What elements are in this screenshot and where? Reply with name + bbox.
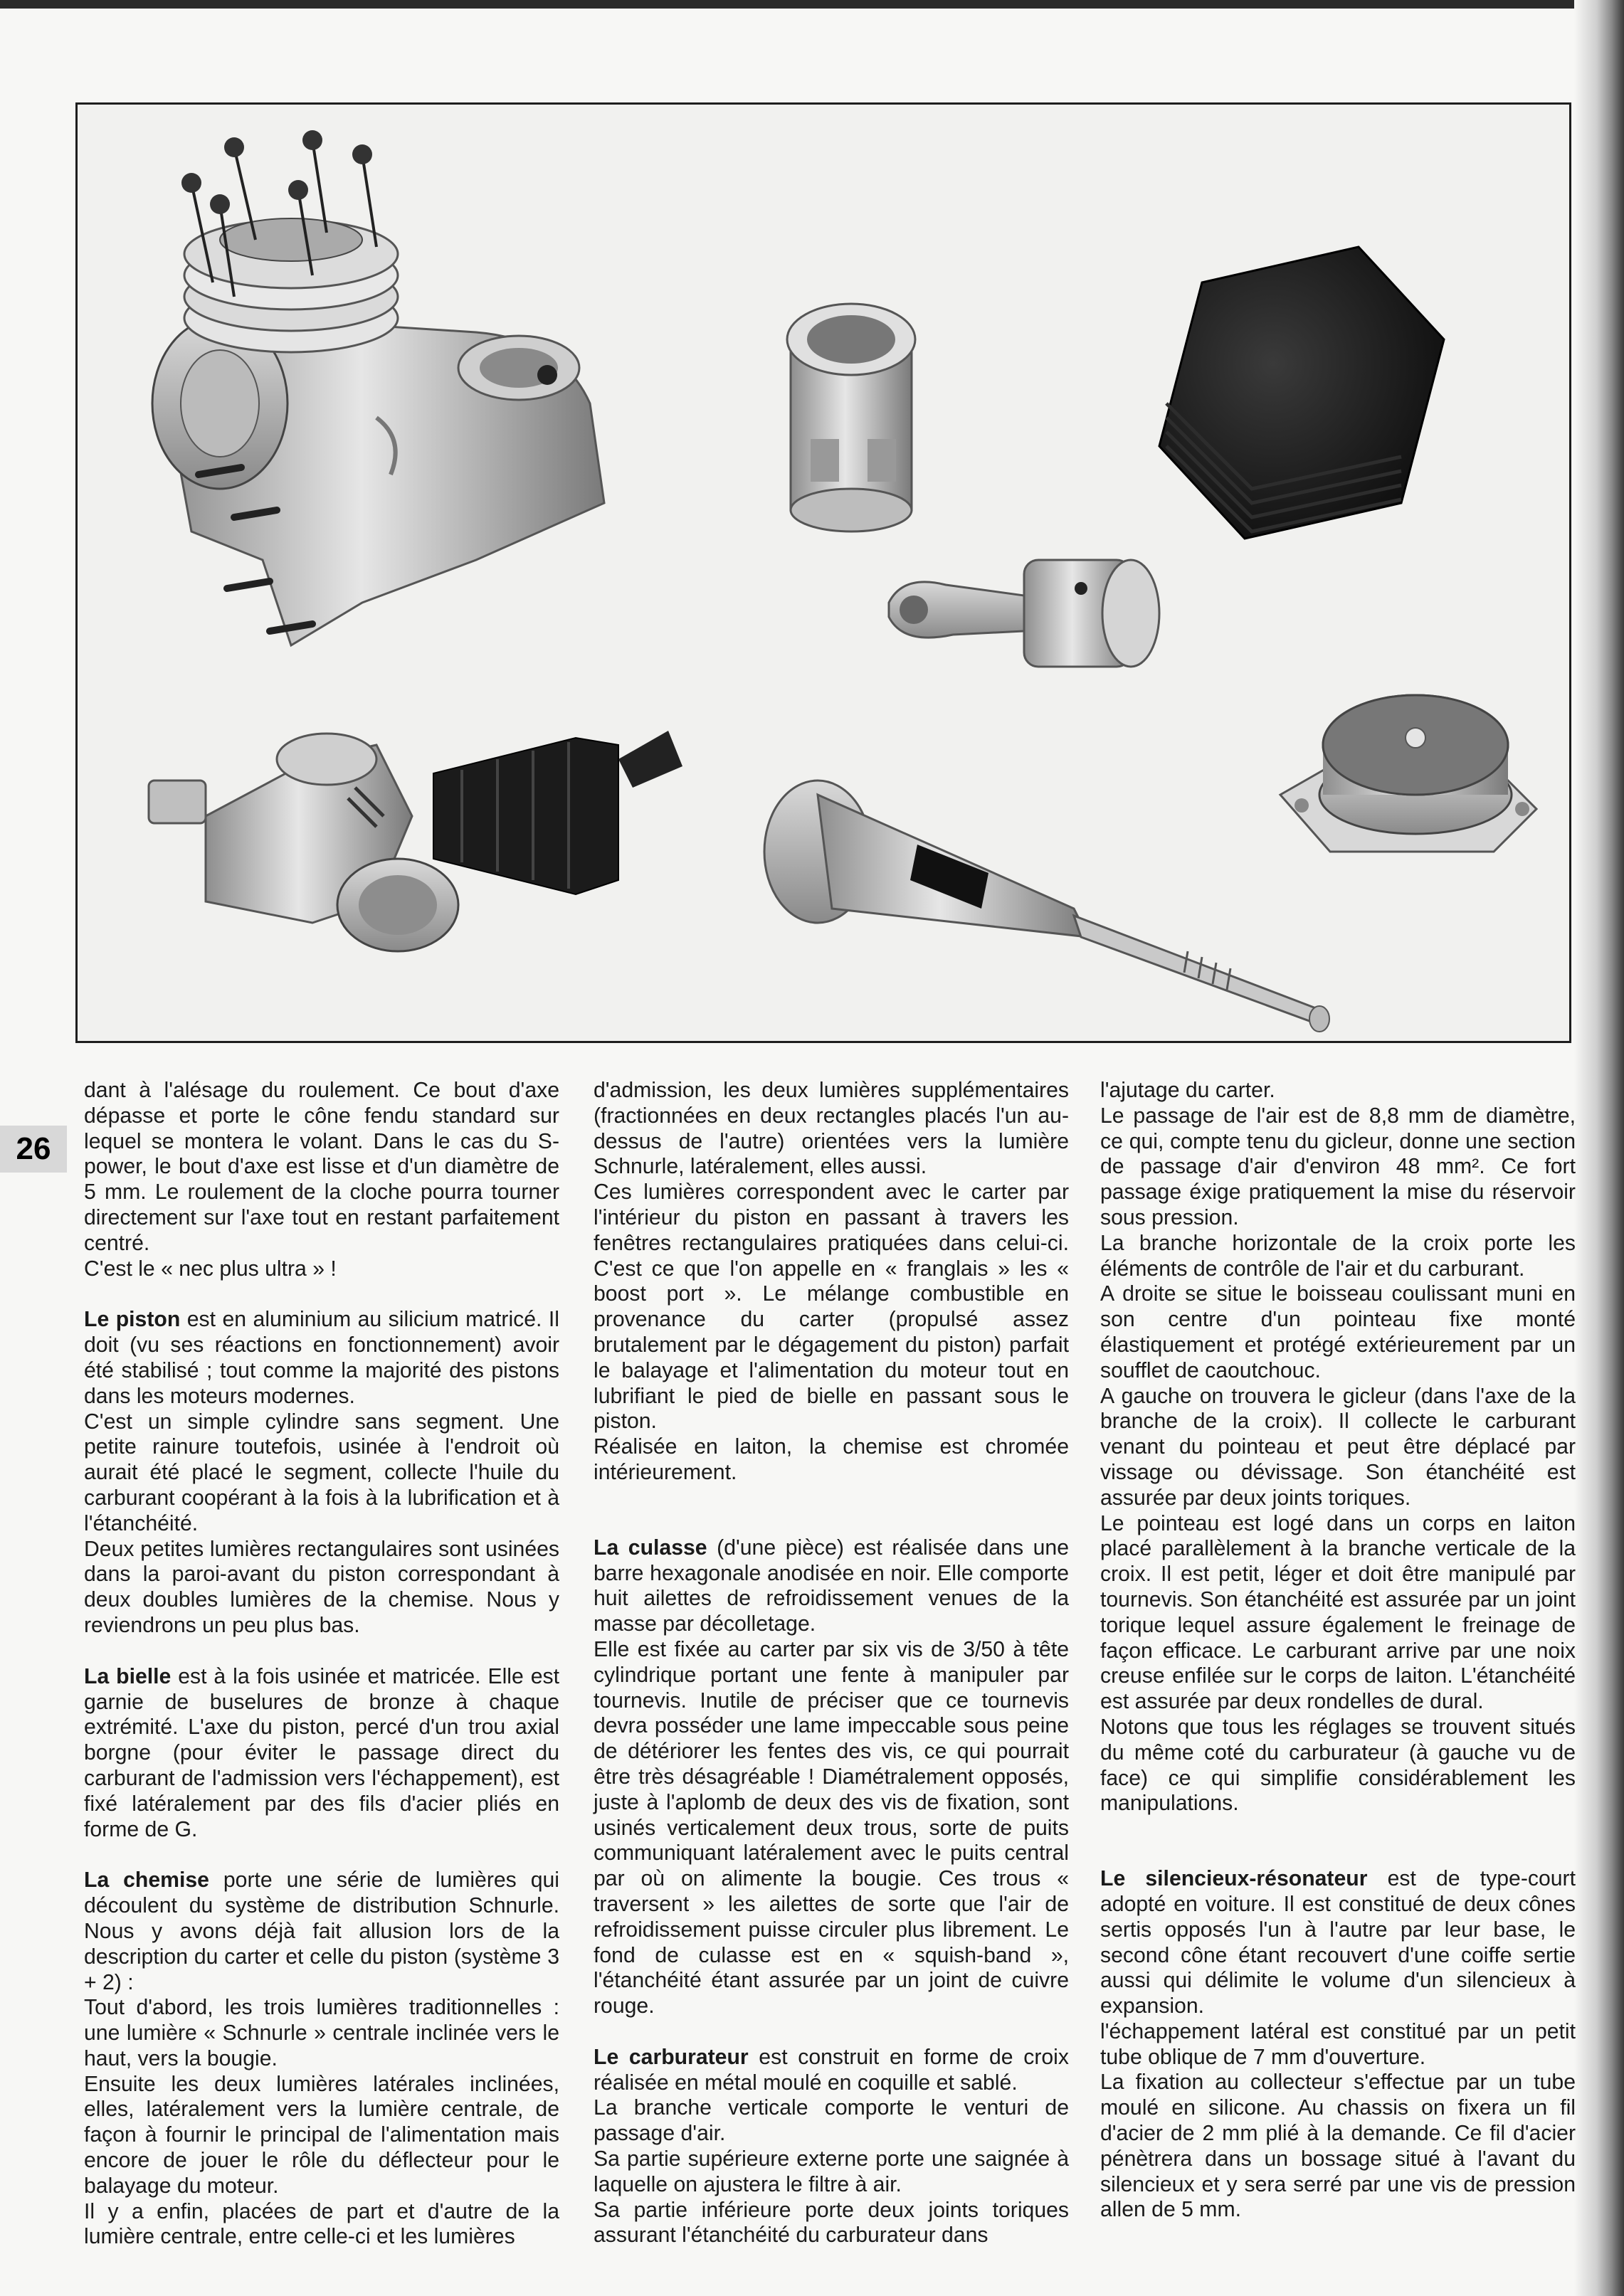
section-title-silencieux: Le silencieux-résonateur: [1100, 1867, 1368, 1891]
text-column-2: [594, 1078, 1069, 2248]
page-binding-shadow: [1574, 0, 1624, 2296]
paragraph-chemise: [84, 1868, 559, 1995]
paragraph-piston: [84, 1307, 559, 1409]
paragraph: La branche horizontale de la croix porte les éléments de contrôle de l'air et du carburant.: [1100, 1231, 1576, 1281]
text-column-1: [84, 1078, 559, 2250]
paragraph-text: porte une série de lumières qui découlent du système de distribution Schnurle. Nous y avons déjà fait allusion lors de la description du carter et celle du piston (système 3 + 2) :: [84, 1868, 559, 1994]
paragraph: Sa partie inférieure porte deux joints toriques assurant l'étanchéité du carburateur dans: [594, 2198, 1069, 2248]
section-title-carburateur: Le carburateur: [594, 2045, 749, 2069]
paragraph: C'est un simple cylindre sans segment. Une petite rainure toutefois, usinée à l'endroit où aurait été placé le segment, collecte l'huile du carburant coopérant à la fois à la lubrification et à l'étanchéité.: [84, 1409, 559, 1535]
paragraph: Elle est fixée au carter par six vis de 3/50 à tête cylindrique portant une fente à manipuler par tournevis. Inutile de préciser que ce tournevis devra posséder une lame impeccable sous peine de détériorer les fentes des vis, ce qui pourrait être très désagréable ! Diamétralement opposés, juste à l'aplomb de deux des vis de fixation, sont usinés verticalement deux trous, sorte de puits communiquant latéralement avec le puits central par où on alimente la bougie. Ces trous « traversent » les ailettes de sorte que l'air de refroidissement puisse circuler plus librement. Le fond de culasse est en « squish-band », l'étanchéité étant assurée par un joint de cuivre rouge.: [594, 1637, 1069, 2019]
paragraph: A droite se situe le boisseau coulissant muni en son centre d'un pointeau fixe monté élastiquement et protégé extérieurement par un soufflet de caoutchouc.: [1100, 1282, 1576, 1382]
section-title-bielle: La bielle: [84, 1664, 172, 1688]
paragraph: d'admission, les deux lumières supplémentaires (fractionnées en deux rectangles placés l'un au-dessus de l'autre) orientées vers la lumière Schnurle, latéralement, elles aussi.: [594, 1079, 1069, 1179]
paragraph: Le pointeau est logé dans un corps en laiton placé parallèlement à la branche verticale de la croix. Il est petit, léger et doit être manipulé par tournevis. Son étanchéité est assurée par un joint torique lequel assure également le freinage de façon efficace. Le carburant arrive par une noix creuse enfilée sur le corps de laiton. L'étanchéité est assurée par deux rondelles de dural.: [1100, 1511, 1576, 1714]
paragraph: Il y a enfin, placées de part et d'autre de la lumière centrale, entre celle-ci et les lumières: [84, 2199, 559, 2249]
paragraph: Réalisée en laiton, la chemise est chromée intérieurement.: [594, 1435, 1069, 1484]
paragraph: Ensuite les deux lumières latérales inclinées, elles, latéralement vers la lumière centrale, de façon à fournir le principal de l'alimentation mais encore de jouer le rôle du déflecteur pour le balayage du moteur.: [84, 2072, 559, 2198]
cylinder-liner-part: [787, 304, 915, 531]
paragraph: Sa partie supérieure externe porte une saignée à laquelle on ajustera le filtre à air.: [594, 2147, 1069, 2196]
paragraph-text: est à la fois usinée et matricée. Elle est garnie de buselures de bronze à chaque extrémité. L'axe du piston, percé d'un trou axial borgne (pour éviter le passage direct du carburant de l'admission vers l'échappement), est fixé latéralement par des fils d'acier pliés en forme de G.: [84, 1664, 559, 1841]
paragraph-carburateur: [594, 2045, 1069, 2096]
engine-parts-photo: [75, 102, 1571, 1043]
text-column-3: [1100, 1078, 1576, 2223]
paragraph-text: est de type-court adopté en voiture. Il est constitué de deux cônes sertis opposés l'un à l'autre par leur base, le second cône étant recouvert d'une coiffe sertie aussi qui délimite le volume d'un silencieux à expansion.: [1100, 1867, 1576, 2019]
paragraph: dant à l'alésage du roulement. Ce bout d'axe dépasse et porte le cône fendu standard sur lequel se montera le volant. Dans le cas du S-power, le bout d'axe est lisse et d'un diamètre de 5 mm. Le roulement de la cloche pourra tourner directement sur l'axe tout en restant parfaitement centré.: [84, 1079, 559, 1255]
paragraph: La branche verticale comporte le venturi de passage d'air.: [594, 2096, 1069, 2146]
paragraph: Le passage de l'air est de 8,8 mm de diamètre, ce qui, compte tenu du gicleur, donne une section de passage d'air d'environ 48 mm². Ce fort passage éxige pratiquement la mise du réservoir sous pression.: [1100, 1104, 1576, 1229]
paragraph: Tout d'abord, les trois lumières traditionnelles : une lumière « Schnurle » centrale inclinée vers le haut, vers la bougie.: [84, 1996, 559, 2070]
paragraph: Ces lumières correspondent avec le carter par l'intérieur du piston en passant à travers les fenêtres rectangulaires pratiquées dans celui-ci. C'est ce que l'on appelle en « franglais » les « boost port ». Le mélange combustible en provenance du carter (propulsé assez brutalement par le dégagement du piston) parfait le balayage et l'alimentation du moteur tout en lubrifiant le pied de bielle en passant sous le piston.: [594, 1180, 1069, 1434]
paragraph: l'échappement latéral est constitué par un petit tube oblique de 7 mm d'ouverture.: [1100, 2019, 1576, 2069]
paragraph-text: est construit en forme de croix réalisée en métal moulé en coquille et sablé.: [594, 2045, 1069, 2095]
engine-parts-illustration: [78, 105, 1569, 1041]
section-title-piston: Le piston: [84, 1308, 181, 1332]
top-rule: [0, 0, 1624, 9]
paragraph: C'est le « nec plus ultra » !: [84, 1257, 337, 1281]
paragraph: l'ajutage du carter.: [1100, 1079, 1275, 1102]
paragraph: La fixation au collecteur s'effectue par un tube moulé en silicone. Au chassis on fixera un fil d'acier de 2 mm plié à la demande. Ce fil d'acier pénètrera dans un bossage situé à l'avant du silencieux et y sera serré par une vis de pression allen de 5 mm.: [1100, 2070, 1576, 2222]
page-number: 26: [0, 1126, 67, 1173]
paragraph-text: est en aluminium au silicium matricé. Il doit (vu ses réactions en fonctionnement) avoir été stabilisé ; tout comme la majorité des pistons dans les moteurs modernes.: [84, 1308, 559, 1408]
paragraph-text: (d'une pièce) est réalisée dans une barre hexagonale anodisée en noir. Elle comporte huit ailettes de refroidissement venues de la masse par décolletage.: [594, 1535, 1070, 1636]
section-title-chemise: La chemise: [84, 1868, 209, 1893]
paragraph: A gauche on trouvera le gicleur (dans l'axe de la branche de la croix). Il collecte le carburant venant du pointeau et peut être déplacé par vissage ou dévissage. Son étanchéité est assurée par deux joints toriques.: [1100, 1384, 1576, 1510]
paragraph-silencieux: [1100, 1866, 1576, 2019]
section-title-culasse: La culasse: [594, 1535, 707, 1560]
paragraph-bielle: [84, 1664, 559, 1843]
paragraph-culasse: [594, 1535, 1069, 1637]
paragraph: Notons que tous les réglages se trouvent situés du même coté du carburateur (à gauche vu de face) ce qui simplifie considérablement les manipulations.: [1100, 1715, 1576, 1816]
paragraph: Deux petites lumières rectangulaires sont usinées dans la paroi-avant du piston correspondant à deux doubles lumières de la chemise. Nous y reviendrons un peu plus bas.: [84, 1537, 559, 1637]
